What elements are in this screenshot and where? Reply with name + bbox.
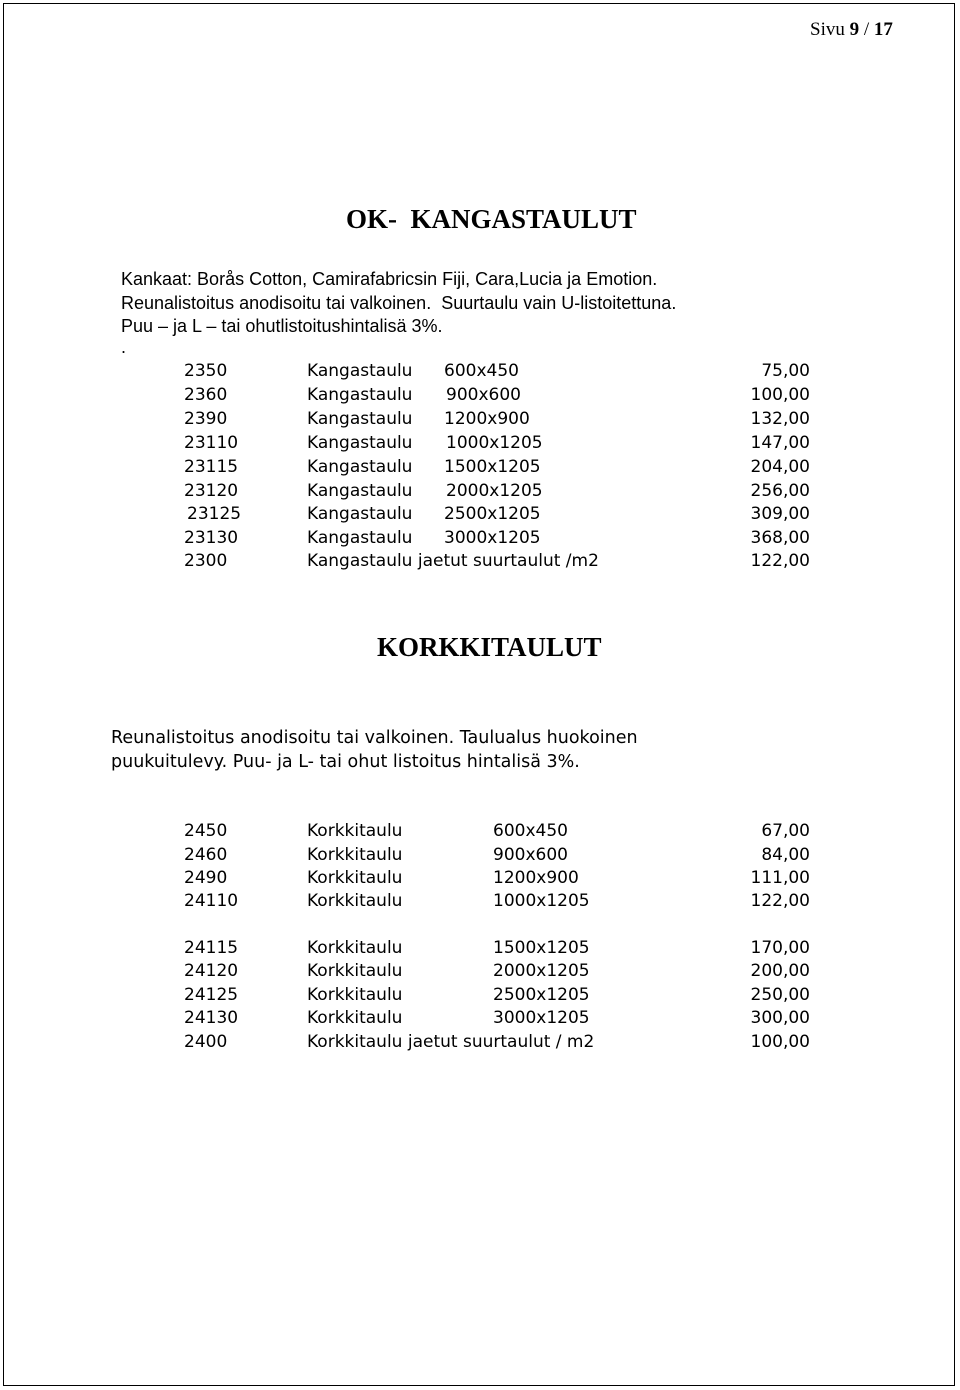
product-code: 23120 <box>184 481 239 501</box>
product-code: 24120 <box>184 961 239 981</box>
product-size: 1200x900 <box>444 409 530 429</box>
product-price: 111,00 <box>750 868 810 888</box>
product-code: 24125 <box>184 985 239 1005</box>
product-code: 23115 <box>184 457 239 477</box>
table-row <box>0 1007 960 1031</box>
product-code: 2300 <box>184 551 228 571</box>
intro-line-1: Kankaat: Borås Cotton, Camirafabricsin Fiji, Cara,Lucia ja Emotion. <box>121 269 658 289</box>
product-name: Korkkitaulu <box>307 961 403 981</box>
product-size: 600x450 <box>444 361 519 381</box>
table-row <box>0 384 960 408</box>
page-current: 9 <box>849 19 860 40</box>
product-code: 24115 <box>184 938 239 958</box>
intro-line-2: Reunalistoitus anodisoitu tai valkoinen. Suurtaulu vain U-listoitettuna. <box>121 292 677 313</box>
product-name: Kangastaulu jaetut suurtaulut /m2 <box>307 551 599 571</box>
product-size: 2500x1205 <box>444 504 541 524</box>
product-code: 2460 <box>184 845 228 865</box>
product-name: Kangastaulu <box>307 385 413 405</box>
page-separator: / <box>859 19 874 40</box>
product-size: 1500x1205 <box>493 938 590 958</box>
table-row <box>0 408 960 432</box>
intro-line-3: Puu – ja L – tai ohutlistoitushintalisä 3%. <box>121 316 443 336</box>
product-name: Kangastaulu <box>307 433 413 453</box>
page-total: 17 <box>873 19 893 40</box>
product-size: 3000x1205 <box>493 1008 590 1028</box>
product-price: 309,00 <box>750 504 810 524</box>
product-price: 250,00 <box>750 985 810 1005</box>
product-price: 132,00 <box>750 409 810 429</box>
product-name: Kangastaulu <box>307 409 413 429</box>
product-name: Korkkitaulu <box>307 891 403 911</box>
table-row <box>0 456 960 480</box>
product-price: 368,00 <box>750 528 810 548</box>
product-name: Kangastaulu <box>307 481 413 501</box>
product-price: 170,00 <box>750 938 810 958</box>
product-price: 100,00 <box>750 385 810 405</box>
product-name: Korkkitaulu <box>307 938 403 958</box>
stray-mark: . <box>121 337 127 357</box>
product-size: 1500x1205 <box>444 457 541 477</box>
product-code: 2400 <box>184 1032 228 1052</box>
product-code: 2490 <box>184 868 228 888</box>
product-name: Korkkitaulu <box>307 1008 403 1028</box>
product-price: 100,00 <box>750 1032 810 1052</box>
product-price: 75,00 <box>761 361 810 381</box>
product-code: 2360 <box>184 385 228 405</box>
product-size: 600x450 <box>493 821 568 841</box>
kangastaulut-intro <box>121 268 676 339</box>
desc-line-2: puukuitulevy. Puu- ja L- tai ohut listoitus hintalisä 3%. <box>111 752 580 772</box>
product-name: Korkkitaulu <box>307 821 403 841</box>
section-title-korkkitaulut: KORKKITAULUT <box>377 632 602 662</box>
product-size: 1000x1205 <box>446 433 543 453</box>
desc-line-1: Reunalistoitus anodisoitu tai valkoinen. Taulualus huokoinen <box>111 728 638 748</box>
product-name: Korkkitaulu <box>307 868 403 888</box>
table-row <box>0 527 960 551</box>
product-price: 147,00 <box>750 433 810 453</box>
product-code: 24130 <box>184 1008 239 1028</box>
product-price: 84,00 <box>761 845 810 865</box>
product-name: Korkkitaulu <box>307 845 403 865</box>
product-size: 1200x900 <box>493 868 579 888</box>
product-size: 3000x1205 <box>444 528 541 548</box>
product-code: 2450 <box>184 821 228 841</box>
table-row <box>0 867 960 891</box>
product-name: Kangastaulu <box>307 504 413 524</box>
product-price: 200,00 <box>750 961 810 981</box>
product-code: 23130 <box>184 528 239 548</box>
product-code: 23110 <box>184 433 239 453</box>
korkkitaulut-description <box>111 726 638 774</box>
table-row <box>0 480 960 504</box>
table-row <box>0 984 960 1008</box>
product-name: Korkkitaulu jaetut suurtaulut / m2 <box>307 1032 595 1052</box>
product-code: 2390 <box>184 409 228 429</box>
table-row <box>0 890 960 914</box>
page-prefix: Sivu <box>810 19 850 40</box>
product-name: Kangastaulu <box>307 528 413 548</box>
product-size: 2000x1205 <box>446 481 543 501</box>
product-name: Korkkitaulu <box>307 985 403 1005</box>
product-price: 122,00 <box>750 551 810 571</box>
table-row <box>0 503 960 527</box>
product-price: 122,00 <box>750 891 810 911</box>
page-indicator <box>810 18 893 42</box>
table-row <box>0 844 960 868</box>
product-name: Kangastaulu <box>307 457 413 477</box>
product-price: 256,00 <box>750 481 810 501</box>
product-price: 204,00 <box>750 457 810 477</box>
product-size: 900x600 <box>446 385 521 405</box>
product-price: 67,00 <box>761 821 810 841</box>
product-size: 900x600 <box>493 845 568 865</box>
section-title-kangastaulut: OK- KANGASTAULUT <box>346 204 637 234</box>
table-row <box>0 1031 960 1055</box>
table-row <box>0 960 960 984</box>
product-code: 23125 <box>187 504 242 524</box>
table-row <box>0 432 960 456</box>
product-size: 2000x1205 <box>493 961 590 981</box>
product-code: 24110 <box>184 891 239 911</box>
product-size: 2500x1205 <box>493 985 590 1005</box>
product-price: 300,00 <box>750 1008 810 1028</box>
product-code: 2350 <box>184 361 228 381</box>
table-row <box>0 550 960 574</box>
table-row <box>0 937 960 961</box>
product-size: 1000x1205 <box>493 891 590 911</box>
table-row <box>0 360 960 384</box>
table-row <box>0 820 960 844</box>
product-name: Kangastaulu <box>307 361 413 381</box>
